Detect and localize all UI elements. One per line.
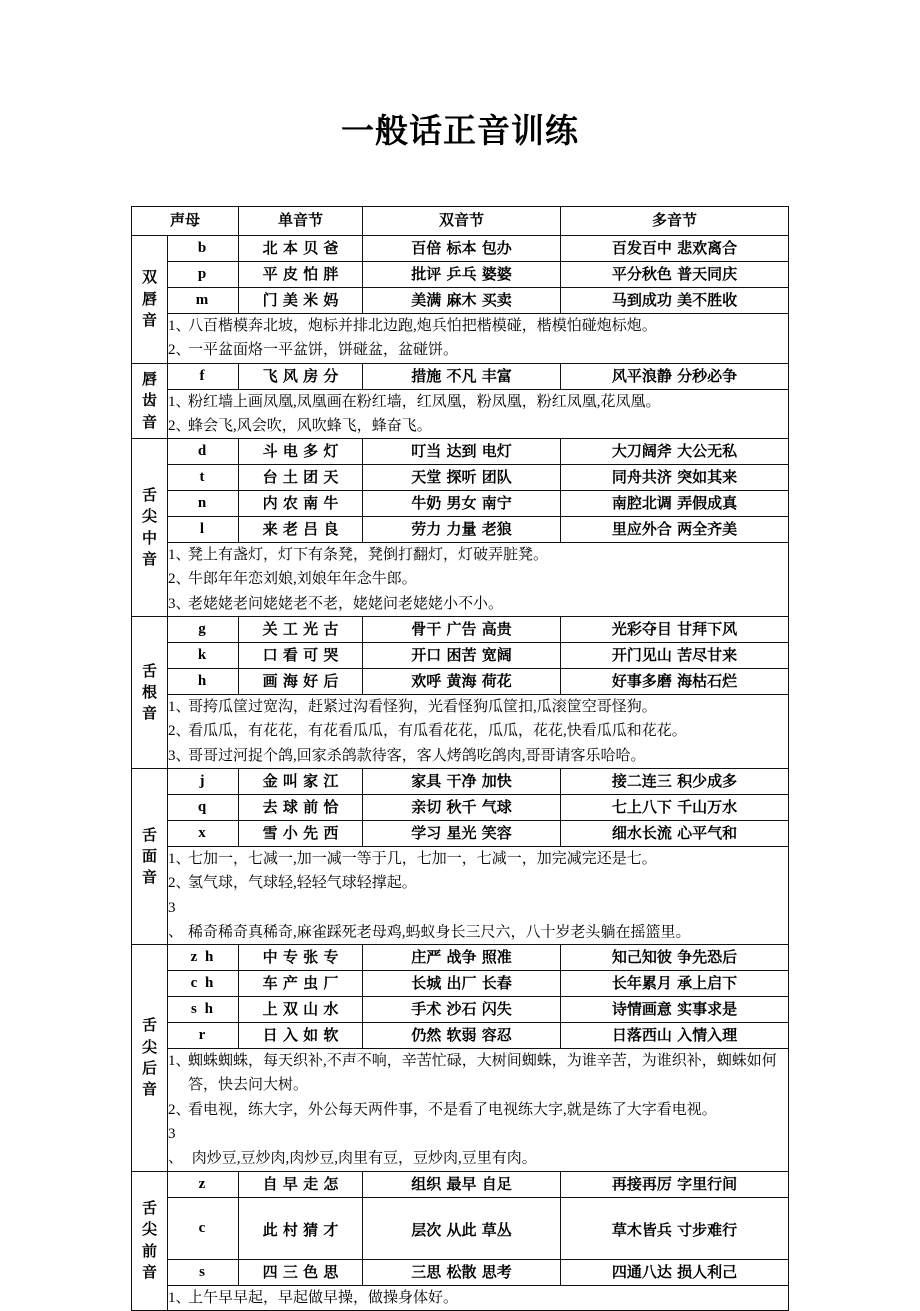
table-row [132,1197,789,1259]
initial-letter: c [168,1197,239,1259]
tongue-twister-text: 肉炒豆,豆炒肉,肉炒豆,肉里有豆，豆炒肉,豆里有肉。 [188,1150,537,1167]
group-label-char: 双 [141,268,157,287]
initial-letter: n [168,491,239,517]
cell-multi: 再接再厉 字里行间 [561,1171,789,1197]
tongue-twister-text: 凳上有盏灯，灯下有条凳，凳倒打翻灯，灯破弄脏凳。 [188,547,549,564]
initial-letter: z h [168,945,239,971]
tongue-twister-text: 七加一，七减一,加一减一等于几，七加一，七减一，加完减完还是七。 [188,850,657,867]
initial-letter: z [168,1171,239,1197]
cell-mono: 台 土 团 天 [239,465,363,491]
tongue-twister-line [168,1122,788,1171]
cell-duo: 美满 麻木 买卖 [363,288,561,314]
group-label-char: 音 [141,310,157,329]
cell-mono: 去 球 前 恰 [239,794,363,820]
cell-mono: 内 农 南 牛 [239,491,363,517]
initial-letter: r [168,1023,239,1049]
tongue-twister-number: 2、 [168,571,191,588]
tongue-twister-text: 八百楷模奔北坡，炮标并排北边跑,炮兵怕把楷模碰，楷模怕碰炮标炮。 [188,318,657,334]
group-label-char: 舌 [141,1016,157,1035]
sentence-row [132,314,789,364]
cell-multi: 风平浪静 分秒必争 [561,363,789,389]
table-row [132,1023,789,1049]
cell-mono: 画 海 好 后 [239,669,363,695]
cell-mono: 平 皮 怕 胖 [239,262,363,288]
tongue-twister-list [168,389,789,439]
cell-multi: 同舟共济 突如其来 [561,465,789,491]
tongue-twister-line [168,744,788,768]
initial-letter: x [168,820,239,846]
tongue-twister-text: 一平盆面烙一平盆饼，饼碰盆，盆碰饼。 [188,342,459,359]
initial-letter: c h [168,971,239,997]
tongue-twister-line [168,1049,788,1098]
tongue-twister-number: 3 、 [168,1126,184,1167]
cell-mono: 北 本 贝 爸 [239,236,363,262]
cell-duo: 层次 从此 草丛 [363,1197,561,1259]
cell-duo: 叮当 达到 电灯 [363,439,561,465]
cell-mono: 斗 电 多 灯 [239,439,363,465]
cell-multi: 马到成功 美不胜收 [561,288,789,314]
cell-duo: 庄严 战争 照准 [363,945,561,971]
table-row [132,945,789,971]
table-row [132,262,789,288]
tongue-twister-list [168,314,789,364]
cell-mono: 自 早 走 怎 [239,1171,363,1197]
tongue-twister-number: 3、 [168,595,191,612]
group-label-char: 舌 [141,1199,157,1218]
group-label-char: 音 [141,1080,157,1099]
table-row [132,1259,789,1285]
table-row [132,288,789,314]
cell-duo: 牛奶 男女 南宁 [363,491,561,517]
table-row [132,794,789,820]
group-label-char: 音 [141,1263,157,1282]
group-label-char: 中 [141,528,157,547]
group-label [132,236,168,364]
table-row [132,439,789,465]
tongue-twister-line [168,1098,788,1122]
sentence-row [132,389,789,439]
cell-duo: 亲切 秋千 气球 [363,794,561,820]
tongue-twister-text: 看瓜瓜，有花花，有花看瓜瓜，有瓜看花花，瓜瓜，花花,快看瓜瓜和花花。 [188,723,687,740]
tongue-twister-number: 1、 [168,1289,191,1306]
cell-mono: 中 专 张 专 [239,945,363,971]
cell-mono: 金 叫 家 江 [239,768,363,794]
initial-letter: j [168,768,239,794]
table-row [132,465,789,491]
cell-mono: 车 产 虫 厂 [239,971,363,997]
cell-mono: 上 双 山 水 [239,997,363,1023]
cell-mono: 日 入 如 软 [239,1023,363,1049]
cell-duo: 家具 干净 加快 [363,768,561,794]
tongue-twister-line [168,567,788,591]
cell-multi: 南腔北调 弄假成真 [561,491,789,517]
cell-duo: 仍然 软弱 容忍 [363,1023,561,1049]
cell-multi: 草木皆兵 寸步难行 [561,1197,789,1259]
group-label [132,768,168,944]
initial-letter: s h [168,997,239,1023]
group-label-char: 尖 [141,507,157,526]
tongue-twister-list [168,846,789,944]
group-label-char: 前 [141,1241,157,1260]
tongue-twister-number: 1、 [168,1053,191,1070]
tongue-twister-line [168,338,788,362]
tongue-twister-text: 牛郎年年恋刘娘,刘娘年年念牛郎。 [188,571,417,588]
tongue-twister-text: 哥哥过河捉个鸽,回家杀鸽款待客，客人烤鸽吃鸽肉,哥哥请客乐哈哈。 [188,747,646,764]
initial-letter: p [168,262,239,288]
group-label-char: 后 [141,1058,157,1077]
group-label [132,617,168,769]
group-label-char: 音 [141,704,157,723]
tongue-twister-line [168,414,788,438]
tongue-twister-line [168,314,788,338]
sentence-row [132,543,789,617]
header-multi: 多音节 [561,207,789,236]
header-mono: 单音节 [239,207,363,236]
tongue-twister-number: 2、 [168,1101,191,1118]
cell-duo: 开口 困苦 宽阔 [363,643,561,669]
cell-duo: 劳力 力量 老狼 [363,517,561,543]
initial-letter: g [168,617,239,643]
tongue-twister-number: 3、 [168,747,191,764]
tongue-twister-text: 粉红墙上画凤凰,凤凰画在粉红墙，红凤凰，粉凤凰，粉红凤凰,花凤凰。 [188,393,661,410]
group-label-char: 唇 [141,369,157,388]
tongue-twister-text: 氢气球，气球轻,轻轻气球轻撑起。 [188,875,417,892]
tongue-twister-text: 稀奇稀奇真稀奇,麻雀踩死老母鸡,蚂蚁身长三尺六，八十岁老头躺在摇篮里。 [188,923,691,940]
tongue-twister-list [168,695,789,769]
cell-duo: 措施 不凡 丰富 [363,363,561,389]
tongue-twister-number: 1、 [168,318,191,334]
group-label-char: 齿 [141,391,157,410]
cell-duo: 长城 出厂 长春 [363,971,561,997]
table-row [132,643,789,669]
cell-multi: 细水长流 心平气和 [561,820,789,846]
cell-multi: 开门见山 苦尽甘来 [561,643,789,669]
table-row [132,236,789,262]
sentence-row [132,1285,789,1310]
tongue-twister-number: 2、 [168,342,191,359]
table-row [132,517,789,543]
cell-multi: 诗情画意 实事求是 [561,997,789,1023]
tongue-twister-line [168,695,788,719]
cell-mono: 飞 风 房 分 [239,363,363,389]
sentence-row [132,1049,789,1171]
cell-duo: 百倍 标本 包办 [363,236,561,262]
group-label-char: 音 [141,868,157,887]
cell-duo: 学习 星光 笑容 [363,820,561,846]
table-header-row [132,207,789,236]
tongue-twister-text: 看电视，练大字，外公每天两件事，不是看了电视练大字,就是练了大字看电视。 [188,1101,717,1118]
tongue-twister-line [168,896,788,945]
initial-letter: b [168,236,239,262]
initial-letter: f [168,363,239,389]
initial-letter: h [168,669,239,695]
group-label-char: 尖 [141,1220,157,1239]
cell-duo: 天堂 探听 团队 [363,465,561,491]
initial-letter: m [168,288,239,314]
group-label [132,945,168,1171]
cell-mono: 口 看 可 哭 [239,643,363,669]
initial-letter: s [168,1259,239,1285]
group-label [132,363,168,439]
group-label-char: 舌 [141,486,157,505]
cell-multi: 长年累月 承上启下 [561,971,789,997]
cell-mono: 四 三 色 思 [239,1259,363,1285]
cell-multi: 日落西山 入情入理 [561,1023,789,1049]
header-initials: 声母 [132,207,239,236]
cell-mono: 此 村 猜 才 [239,1197,363,1259]
group-label [132,439,168,617]
tongue-twister-text: 蜂会飞,风会吹，风吹蜂飞，蜂奋飞。 [188,417,432,434]
tongue-twister-number: 1、 [168,699,191,716]
tongue-twister-line [168,871,788,895]
table-row [132,363,789,389]
tongue-twister-text: 老姥姥老问姥姥老不老，姥姥问老姥姥小不小。 [188,595,504,612]
tongue-twister-line [168,592,788,616]
cell-duo: 骨干 广告 高贵 [363,617,561,643]
tongue-twister-line [168,390,788,414]
group-label-char: 舌 [141,825,157,844]
initial-letter: k [168,643,239,669]
tongue-twister-line [168,1286,788,1310]
sentence-row [132,695,789,769]
group-label-char: 面 [141,846,157,865]
tongue-twister-line [168,543,788,567]
tongue-twister-number: 1、 [168,393,191,410]
tongue-twister-line [168,719,788,743]
table-row [132,617,789,643]
table-row [132,997,789,1023]
cell-mono: 门 美 米 妈 [239,288,363,314]
pronunciation-training-table [131,206,789,1311]
header-duo: 双音节 [363,207,561,236]
group-label-char: 音 [141,549,157,568]
cell-duo: 手术 沙石 闪失 [363,997,561,1023]
cell-multi: 光彩夺目 甘拜下风 [561,617,789,643]
cell-multi: 里应外合 两全齐美 [561,517,789,543]
tongue-twister-number: 1、 [168,547,191,564]
table-row [132,491,789,517]
cell-multi: 大刀阔斧 大公无私 [561,439,789,465]
tongue-twister-line [168,847,788,871]
tongue-twister-text: 上午早早起，早起做早操，做操身体好。 [188,1289,459,1306]
cell-mono: 关 工 光 古 [239,617,363,643]
table-row [132,971,789,997]
table-row [132,1171,789,1197]
initial-letter: d [168,439,239,465]
group-label-char: 唇 [141,289,157,308]
cell-duo: 批评 乒乓 婆婆 [363,262,561,288]
tongue-twister-number: 2、 [168,417,191,434]
group-label [132,1171,168,1310]
group-label-char: 舌 [141,661,157,680]
cell-multi: 平分秋色 普天同庆 [561,262,789,288]
tongue-twister-number: 3 、 [168,899,184,940]
tongue-twister-text: 蜘蛛蜘蛛，每天织补,不声不响，辛苦忙碌，大树间蜘蛛，为谁辛苦，为谁织补，蜘蛛如何答，快去问大树。 [188,1053,777,1094]
tongue-twister-number: 2、 [168,723,191,740]
cell-multi: 四通八达 损人利己 [561,1259,789,1285]
tongue-twister-text: 哥挎瓜筐过宽沟，赶紧过沟看怪狗，光看怪狗瓜筐扣,瓜滚筐空哥怪狗。 [188,699,657,716]
cell-multi: 好事多磨 海枯石烂 [561,669,789,695]
cell-multi: 七上八下 千山万水 [561,794,789,820]
table-row [132,820,789,846]
cell-mono: 来 老 吕 良 [239,517,363,543]
tongue-twister-list [168,1285,789,1310]
initial-letter: l [168,517,239,543]
group-label-char: 根 [141,682,157,701]
group-label-char: 尖 [141,1037,157,1056]
cell-duo: 组织 最早 自足 [363,1171,561,1197]
initial-letter: t [168,465,239,491]
group-label-char: 音 [141,412,157,431]
tongue-twister-number: 1、 [168,850,191,867]
tongue-twister-number: 2、 [168,875,191,892]
page-title: 一般话正音训练 [341,111,579,150]
cell-duo: 三思 松散 思考 [363,1259,561,1285]
tongue-twister-list [168,1049,789,1171]
cell-multi: 百发百中 悲欢离合 [561,236,789,262]
cell-multi: 知己知彼 争先恐后 [561,945,789,971]
tongue-twister-list [168,543,789,617]
cell-multi: 接二连三 积少成多 [561,768,789,794]
initial-letter: q [168,794,239,820]
sentence-row [132,846,789,944]
table-row [132,669,789,695]
cell-duo: 欢呼 黄海 荷花 [363,669,561,695]
cell-mono: 雪 小 先 西 [239,820,363,846]
table-row [132,768,789,794]
